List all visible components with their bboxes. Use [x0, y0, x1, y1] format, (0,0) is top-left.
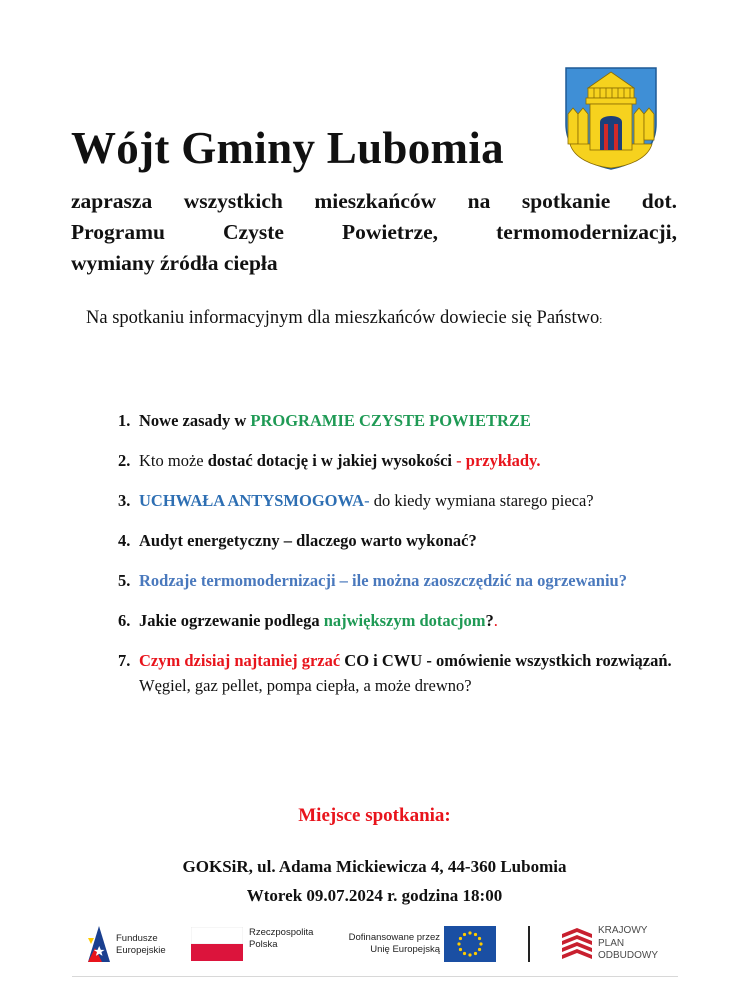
eu-star [459, 948, 462, 951]
agenda-item [118, 608, 678, 633]
krajowy-plan-odbudowy-logo [560, 920, 674, 968]
eu-star [459, 937, 462, 940]
intro-colon: : [599, 314, 603, 326]
meeting-datetime: Wtorek 09.07.2024 r. godzina 18:00 [246, 886, 503, 905]
eu-star [468, 931, 471, 934]
item-text: Jakie ogrzewanie podlega [139, 611, 324, 630]
eu-star [474, 952, 477, 955]
agenda-item [118, 568, 678, 593]
agenda-item [118, 408, 678, 433]
kpo-mark-icon [562, 928, 592, 960]
eu-line: Unię Europejską [370, 944, 440, 955]
item-highlight: największym dotacjom [323, 611, 486, 630]
item-number: 5. [118, 571, 131, 590]
item-text: Kto może [139, 451, 208, 470]
item-text: Nowe zasady w [139, 411, 251, 430]
eu-star [479, 942, 482, 945]
item-text: Audyt energetyczny – dlaczego warto wykonać? [139, 531, 477, 550]
eu-star [468, 953, 471, 956]
page-title: Wójt Gminy Lubomia [71, 123, 504, 173]
item-emphasis: CO i CWU - omówienie wszystkich rozwiązań. [340, 651, 672, 670]
item-text: do kiedy wymiana starego pieca? [373, 491, 594, 510]
logo-divider [528, 926, 530, 962]
intro-text: Na spotkaniu informacyjnym dla mieszkańców dowiecie się Państwo [86, 308, 600, 328]
kpo-line: KRAJOWY [598, 925, 648, 936]
fe-line: Fundusze [116, 933, 158, 944]
agenda-item [118, 648, 678, 698]
agenda-list [118, 408, 678, 713]
agenda-item [118, 528, 678, 553]
item-highlight: przykłady. [465, 451, 541, 470]
rzeczpospolita-polska-logo [191, 920, 321, 968]
eu-star [463, 933, 466, 936]
rp-line: Polska [249, 939, 278, 950]
eu-star [457, 942, 460, 945]
footer-divider [72, 976, 678, 977]
item-number: 3. [118, 491, 131, 510]
polish-flag-icon [191, 927, 243, 961]
fe-line: Europejskie [116, 945, 166, 956]
kpo-line: ODBUDOWY [598, 950, 658, 961]
venue-heading: Miejsce spotkania: [298, 805, 451, 826]
item-number: 2. [118, 451, 131, 470]
agenda-item [118, 488, 678, 513]
item-number: 1. [118, 411, 131, 430]
eu-star [478, 937, 481, 940]
invitation-subtitle [71, 186, 677, 279]
item-highlight: UCHWAŁA ANTYSMOGOWA [139, 491, 365, 510]
item-highlight: Rodzaje termomodernizacji – ile można zaoszczędzić na ogrzewaniu? [139, 571, 627, 590]
item-number: 6. [118, 611, 131, 630]
item-emphasis: dostać dotację i w jakiej wysokości [207, 451, 453, 470]
item-highlight: Czym dzisiaj najtaniej grzać [139, 651, 341, 670]
rp-line: Rzeczpospolita [249, 927, 314, 938]
eu-flag-icon [444, 926, 496, 962]
venue-address: GOKSiR, ul. Adama Mickiewicza 4, 44-360 Lubomia [182, 857, 567, 876]
kpo-line: PLAN [598, 937, 625, 949]
item-text: ? [485, 611, 494, 630]
fe-mark-icon [86, 924, 112, 964]
item-text: - [364, 491, 374, 510]
eu-line: Dofinansowane przez [348, 932, 440, 943]
item-number: 7. [118, 651, 131, 670]
subtitle-line: wymiany źródła ciepła [71, 251, 278, 275]
agenda-item [118, 448, 678, 473]
eu-star [463, 952, 466, 955]
item-text: - [452, 451, 466, 470]
intro-paragraph [86, 305, 646, 333]
fundusze-europejskie-logo [84, 920, 184, 968]
lubomia-coat-of-arms [564, 66, 658, 170]
subtitle-line: zaprasza wszystkich mieszkańców na spotkanie dot. [71, 189, 677, 213]
eu-funding-logo [338, 920, 498, 968]
subtitle-line: Programu Czyste Powietrze, termomodernizacji, [71, 220, 677, 244]
item-number: 4. [118, 531, 131, 550]
eu-star [478, 948, 481, 951]
eu-star [474, 933, 477, 936]
item-text: Węgiel, gaz pellet, pompa ciepła, a może drewno? [139, 676, 472, 695]
funding-logos-bar [84, 920, 674, 968]
item-highlight: PROGRAMIE CZYSTE POWIETRZE [250, 411, 531, 430]
item-text: . [493, 611, 498, 630]
